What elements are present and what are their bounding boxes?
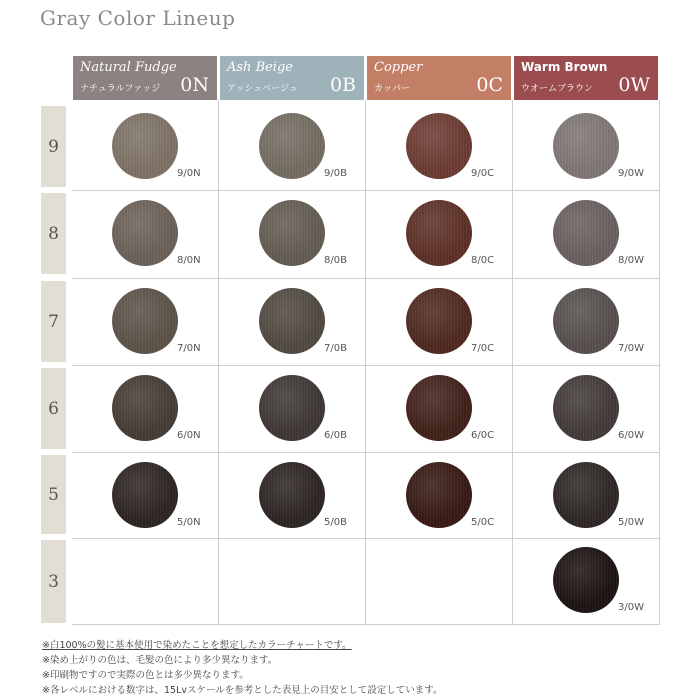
color-swatch — [112, 113, 178, 179]
level-number: 6 — [48, 398, 59, 419]
grid-line — [659, 100, 660, 624]
column-header — [367, 56, 511, 100]
level-number: 5 — [48, 484, 59, 505]
column-header — [514, 56, 658, 100]
level-label — [41, 281, 66, 362]
level-number: 3 — [48, 571, 59, 592]
color-swatch — [553, 288, 619, 354]
grid-line — [72, 624, 660, 625]
swatch-code: 6/0B — [324, 430, 347, 441]
swatch-code: 6/0W — [618, 430, 644, 441]
color-swatch — [259, 288, 325, 354]
color-swatch — [112, 462, 178, 528]
swatch-code: 8/0N — [177, 255, 201, 266]
level-label — [41, 193, 66, 274]
color-swatch — [406, 375, 472, 441]
grid-line — [72, 278, 660, 279]
color-swatch — [553, 200, 619, 266]
level-label — [41, 106, 66, 187]
page-title: Gray Color Lineup — [40, 6, 236, 30]
color-swatch — [553, 462, 619, 528]
color-swatch — [259, 113, 325, 179]
swatch-code: 5/0B — [324, 517, 347, 528]
grid-line — [365, 100, 366, 624]
column-header — [73, 56, 217, 100]
column-header — [220, 56, 364, 100]
level-label — [41, 540, 66, 623]
swatch-code: 8/0C — [471, 255, 495, 266]
level-label — [41, 455, 66, 534]
swatch-code: 7/0C — [471, 343, 495, 354]
footnote: ※印刷物ですので実際の色とは多少異なります。 — [42, 670, 249, 681]
footnote: ※白100%の髪に基本使用で染めたことを想定したカラーチャートです。 — [42, 640, 352, 651]
color-swatch — [406, 113, 472, 179]
swatch-code: 5/0C — [471, 517, 495, 528]
column-code: 0N — [180, 74, 209, 96]
swatch-code: 7/0W — [618, 343, 644, 354]
color-swatch — [406, 200, 472, 266]
column-name-en: Natural Fudge — [80, 60, 177, 75]
column-name-jp: ナチュラルファッジ — [80, 84, 161, 94]
column-name-en: Copper — [374, 60, 423, 75]
level-label — [41, 368, 66, 449]
column-name-en: Ash Beige — [227, 60, 293, 75]
swatch-code: 5/0W — [618, 517, 644, 528]
grid-line — [218, 100, 219, 624]
grid-line — [72, 365, 660, 366]
color-swatch — [406, 288, 472, 354]
level-number: 7 — [48, 311, 59, 332]
level-number: 8 — [48, 223, 59, 244]
swatch-code: 9/0N — [177, 168, 201, 179]
swatch-code: 9/0W — [618, 168, 644, 179]
grid-line — [72, 452, 660, 453]
level-number: 9 — [48, 136, 59, 157]
color-swatch — [406, 462, 472, 528]
color-swatch — [259, 375, 325, 441]
column-code: 0W — [618, 74, 650, 96]
swatch-code: 8/0B — [324, 255, 347, 266]
color-swatch — [553, 113, 619, 179]
swatch-code: 7/0N — [177, 343, 201, 354]
color-swatch — [259, 200, 325, 266]
swatch-code: 6/0N — [177, 430, 201, 441]
color-swatch — [553, 547, 619, 613]
swatch-code: 5/0N — [177, 517, 201, 528]
column-name-en: Warm Brown — [521, 60, 608, 74]
swatch-code: 9/0B — [324, 168, 347, 179]
footnotes — [42, 638, 443, 698]
footnote: ※染め上がりの色は、毛髪の色により多少異なります。 — [42, 655, 278, 666]
swatch-code: 6/0C — [471, 430, 495, 441]
grid-line — [512, 100, 513, 624]
swatch-code: 3/0W — [618, 602, 644, 613]
grid-line — [72, 538, 660, 539]
color-swatch — [553, 375, 619, 441]
color-swatch — [112, 375, 178, 441]
column-code: 0B — [329, 74, 356, 96]
footnote: ※各レベルにおける数字は、15Lvスケールを参考とした表見上の目安として設定しています。 — [42, 685, 443, 696]
color-swatch — [112, 288, 178, 354]
swatch-code: 8/0W — [618, 255, 644, 266]
grid-line — [72, 190, 660, 191]
column-name-jp: アッシュベージュ — [227, 84, 298, 94]
swatch-code: 9/0C — [471, 168, 495, 179]
swatch-code: 7/0B — [324, 343, 347, 354]
color-swatch — [259, 462, 325, 528]
color-swatch — [112, 200, 178, 266]
column-code: 0C — [476, 74, 503, 96]
column-name-jp: カッパー — [374, 84, 410, 94]
column-name-jp: ウオームブラウン — [521, 84, 594, 94]
